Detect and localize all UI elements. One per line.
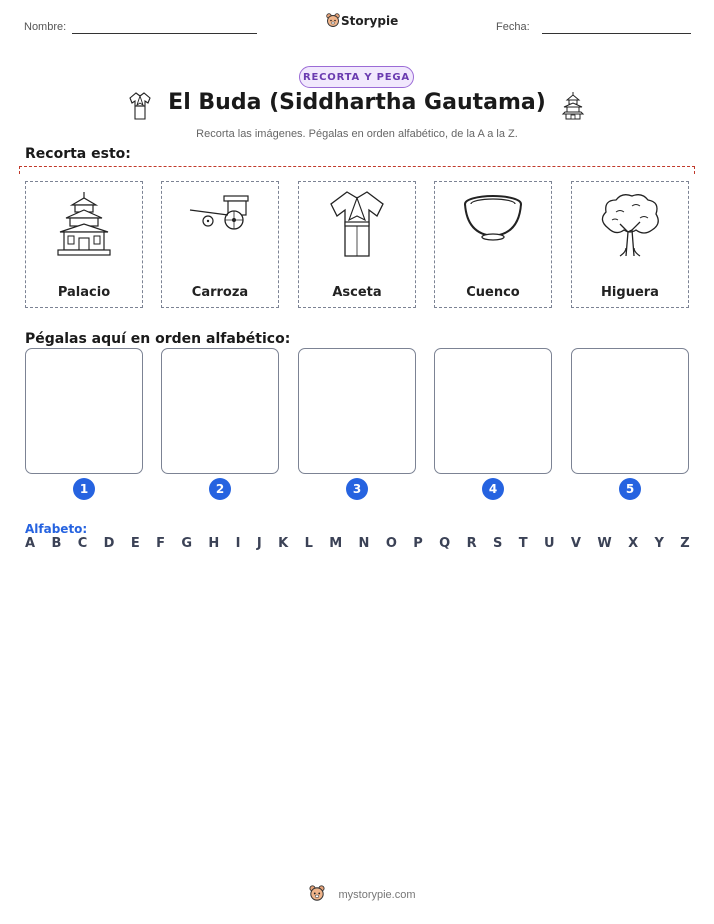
alphabet-letter: J [256,536,262,551]
paste-slot-2[interactable] [161,348,279,474]
pagoda-icon [561,91,585,121]
alphabet-letter: E [130,536,140,551]
pagoda-palace-icon [50,190,118,258]
alphabet-letter: I [235,536,241,551]
card-label: Asceta [332,285,382,300]
paste-heading: Pégalas aquí en orden alfabético: [25,331,291,347]
date-field[interactable] [542,33,691,34]
footer-url[interactable]: mystorypie.com [338,889,416,901]
cut-line [19,166,695,174]
alphabet-letter: C [77,536,88,551]
slot-number: 1 [73,478,95,500]
brand-logo [326,13,399,31]
paste-slot-1[interactable] [25,348,143,474]
cut-card-cuenco[interactable] [434,181,552,308]
alphabet-letter: F [156,536,165,551]
alphabet-letter: Q [439,536,451,551]
bear-mascot-icon [326,13,340,29]
name-field[interactable] [72,33,257,34]
slot-number: 3 [346,478,368,500]
alphabet-letter: V [570,536,581,551]
card-label: Carroza [191,285,249,300]
alphabet-letter: T [518,536,528,551]
alphabet-letter: L [304,536,313,551]
brand-name: Storypie [341,14,399,28]
slot-number: 2 [209,478,231,500]
carriage-icon [186,190,254,258]
alphabet-letter: G [181,536,193,551]
cut-card-asceta[interactable] [298,181,416,308]
activity-badge: RECORTA Y PEGA [299,66,414,88]
alphabet-letter: X [628,536,639,551]
alphabet-letter: N [358,536,370,551]
robe-icon [128,91,152,121]
date-label: Fecha: [496,21,530,33]
cut-card-higuera[interactable] [571,181,689,308]
page-title: El Buda (Siddhartha Gautama) [168,90,546,115]
name-label: Nombre: [24,21,67,33]
alphabet-letter: R [466,536,477,551]
alphabet-letter: A [25,536,36,551]
alphabet-letter: O [385,536,397,551]
instructions: Recorta las imágenes. Pégalas en orden alfabético, de la A a la Z. [196,128,518,140]
alphabet-letter: S [492,536,503,551]
card-label: Palacio [57,285,111,300]
alphabet-letter: D [103,536,115,551]
card-label: Higuera [601,285,659,300]
alphabet-letter: K [278,536,289,551]
alphabet-letter: U [543,536,555,551]
alphabet-label: Alfabeto: [25,522,88,536]
cut-card-carroza[interactable] [161,181,279,308]
paste-slot-5[interactable] [571,348,689,474]
tree-icon [596,190,664,258]
alphabet-letter: P [413,536,423,551]
alphabet-letter: Y [654,536,664,551]
alphabet-letter: B [51,536,62,551]
cut-heading: Recorta esto: [25,146,131,162]
robe-icon [323,190,391,258]
slot-number: 4 [482,478,504,500]
alphabet-row [25,536,690,551]
card-label: Cuenco [466,285,520,300]
alphabet-letter: Z [680,536,690,551]
bowl-icon [459,190,527,258]
alphabet-letter: W [597,536,612,551]
alphabet-letter: M [329,536,343,551]
paste-slot-3[interactable] [298,348,416,474]
paste-slot-4[interactable] [434,348,552,474]
alphabet-letter: H [208,536,220,551]
cut-card-palacio[interactable] [25,181,143,308]
slot-number: 5 [619,478,641,500]
